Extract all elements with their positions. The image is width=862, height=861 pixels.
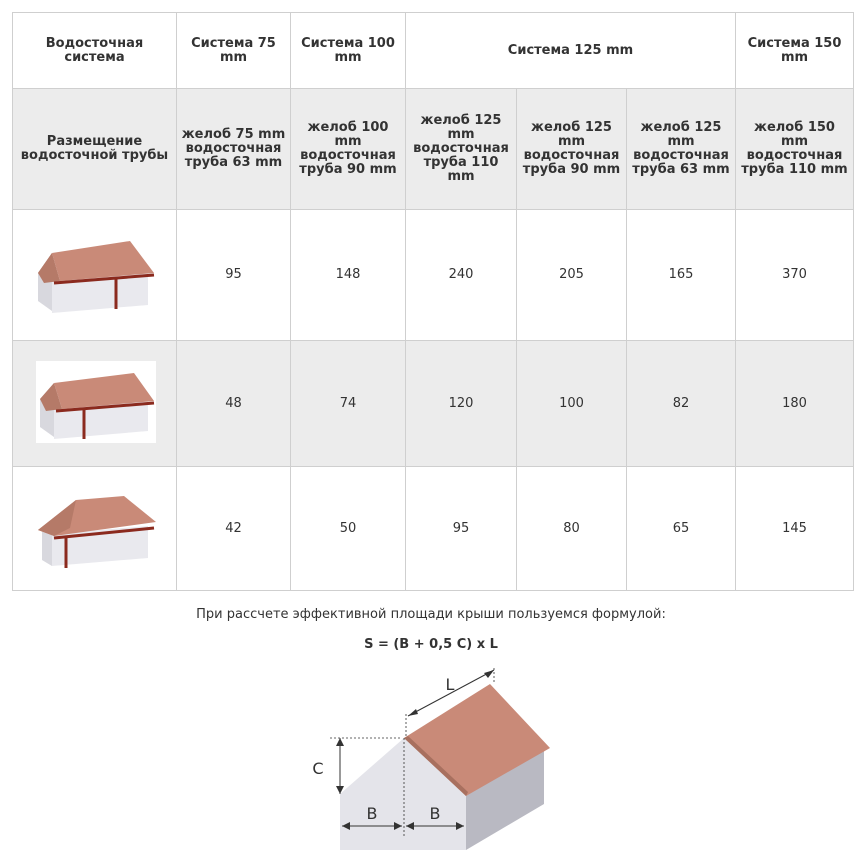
table-cell: 180 xyxy=(736,341,854,467)
header-system-125: Система 125 mm xyxy=(406,13,736,89)
subheader-col: желоб 75 mm водосточная труба 63 mm xyxy=(177,89,291,210)
header-system-75: Система 75 mm xyxy=(177,13,291,89)
gable-house-downpipe-center-icon xyxy=(30,223,160,323)
formula-expression: S = (B + 0,5 C) x L xyxy=(364,637,498,652)
table-row xyxy=(13,341,854,467)
label-b1: B xyxy=(366,804,378,823)
subheader-col: желоб 125 mm водосточная труба 110 mm xyxy=(406,89,517,210)
header-system-100: Система 100 mm xyxy=(291,13,406,89)
header-system-150: Система 150 mm xyxy=(736,13,854,89)
table-cell: 82 xyxy=(627,341,736,467)
row-icon-cell xyxy=(13,210,177,341)
gable-house-downpipe-corner-icon xyxy=(30,357,160,447)
label-l: L xyxy=(445,675,455,694)
table-cell: 165 xyxy=(627,210,736,341)
subheader-col: желоб 100 mm водосточная труба 90 mm xyxy=(291,89,406,210)
table-cell: 50 xyxy=(291,467,406,591)
table-row xyxy=(13,210,854,341)
label-b2: B xyxy=(429,804,441,823)
table-cell: 42 xyxy=(177,467,291,591)
table-cell: 65 xyxy=(627,467,736,591)
table-cell: 148 xyxy=(291,210,406,341)
table-header-row xyxy=(13,13,854,89)
table-cell: 48 xyxy=(177,341,291,467)
table-cell: 205 xyxy=(517,210,627,341)
subheader-col: желоб 125 mm водосточная труба 90 mm xyxy=(517,89,627,210)
drainage-capacity-table xyxy=(12,12,854,591)
table-cell: 120 xyxy=(406,341,517,467)
subheader-placement-label: Размещение водосточной трубы xyxy=(13,89,177,210)
table-cell: 145 xyxy=(736,467,854,591)
table-cell: 95 xyxy=(406,467,517,591)
hip-roof-house-icon xyxy=(30,482,160,572)
table-row xyxy=(13,467,854,591)
table-cell: 95 xyxy=(177,210,291,341)
roof-area-diagram xyxy=(290,664,570,861)
table-cell: 80 xyxy=(517,467,627,591)
table-cell: 74 xyxy=(291,341,406,467)
table-subheader-row xyxy=(13,89,854,210)
table-cell: 240 xyxy=(406,210,517,341)
label-c: C xyxy=(312,759,324,778)
table-cell: 100 xyxy=(517,341,627,467)
subheader-col: желоб 150 mm водосточная труба 110 mm xyxy=(736,89,854,210)
row-icon-cell xyxy=(13,467,177,591)
subheader-col: желоб 125 mm водосточная труба 63 mm xyxy=(627,89,736,210)
formula-note: При рассчете эффективной площади крыши пользуемся формулой: xyxy=(196,607,666,622)
row-icon-cell xyxy=(13,341,177,467)
table-cell: 370 xyxy=(736,210,854,341)
header-system-label: Водосточная система xyxy=(13,13,177,89)
